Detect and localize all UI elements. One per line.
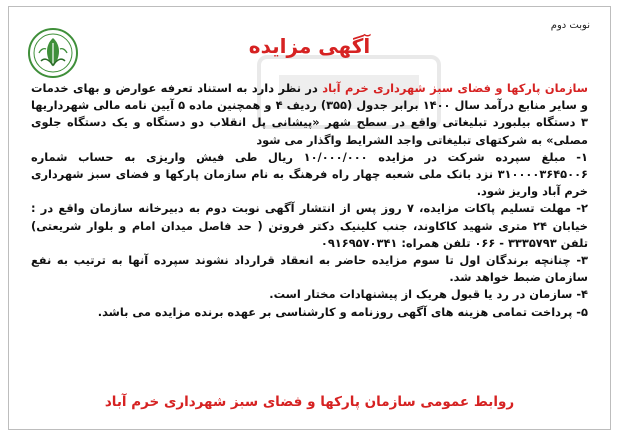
advertisement-title: آگهی مزایده [248,34,371,58]
round-label: نوبت دوم [550,20,590,31]
intro-paragraph [31,80,588,149]
organization-name: سازمان پارکها و فضای سبز شهرداری خرم آباد [322,81,588,95]
intro-text: در نظر دارد به استناد تعرفه عوارض و بهای خدمات و سایر منابع درآمد سال ۱۴۰۰ برابر جدول (۳۵۵) ردیف ۴ و همچنین ماده ۵ آیین نامه مالی شهرداریها ۳ دستگاه بیلبورد تبلیغاتی واقع در سطح شهر «پیشانی پل انقلاب دو دستگاه و یک دستگاه جلوی مصلی» به شرکتهای تبلیغاتی واجد الشرایط واگذار می شود [31,81,589,147]
condition-item-4: ۴- سازمان در رد یا قبول هریک از پیشنهادات مختار است. [269,287,588,302]
condition-item-5: ۵- پرداخت تمامی هزینه های آگهی روزنامه و کارشناسی بر عهده برنده مزایده می باشد. [97,304,588,319]
condition-item-1: ۱- مبلغ سپرده شرکت در مزایده ۱۰/۰۰۰/۰۰۰ ریال طی فیش واریزی به حساب شماره ۳۱۰۰۰۰۳۶۴۵۰۰۶ نزد بانک ملی شعبه چهار راه فرهنگ به نام سازمان پارکها و فضای سبز شهرداری خرم آباد واریز شود. [31,149,588,199]
condition-item-3: ۳- چنانچه برندگان اول تا سوم مزایده حاضر به انعقاد قرارداد نشوند سپرده آنها به ترتیب به نفع سازمان ضبط خواهد شد. [31,253,588,285]
advertisement-body [31,80,588,321]
public-relations-signature: روابط عمومی سازمان پارکها و فضای سبز شهرداری خرم آباد [104,394,515,410]
advertisement-frame [8,6,611,430]
condition-item-2: ۲- مهلت تسلیم پاکات مزایده، ۷ روز پس از انتشار آگهی نوبت دوم به دبیرخانه سازمان واقع در : خیابان ۲۴ متری شهید کاکاوند، جنب کلینیک دکتر فروتن ( حد فاصل میدان امام و بلوار شریعتی) تلفن ۳۳۳۵۷۹۳ - ۰۶۶ تلفن همراه: ۰۹۱۶۹۵۷۰۳۴۱ [31,201,588,250]
